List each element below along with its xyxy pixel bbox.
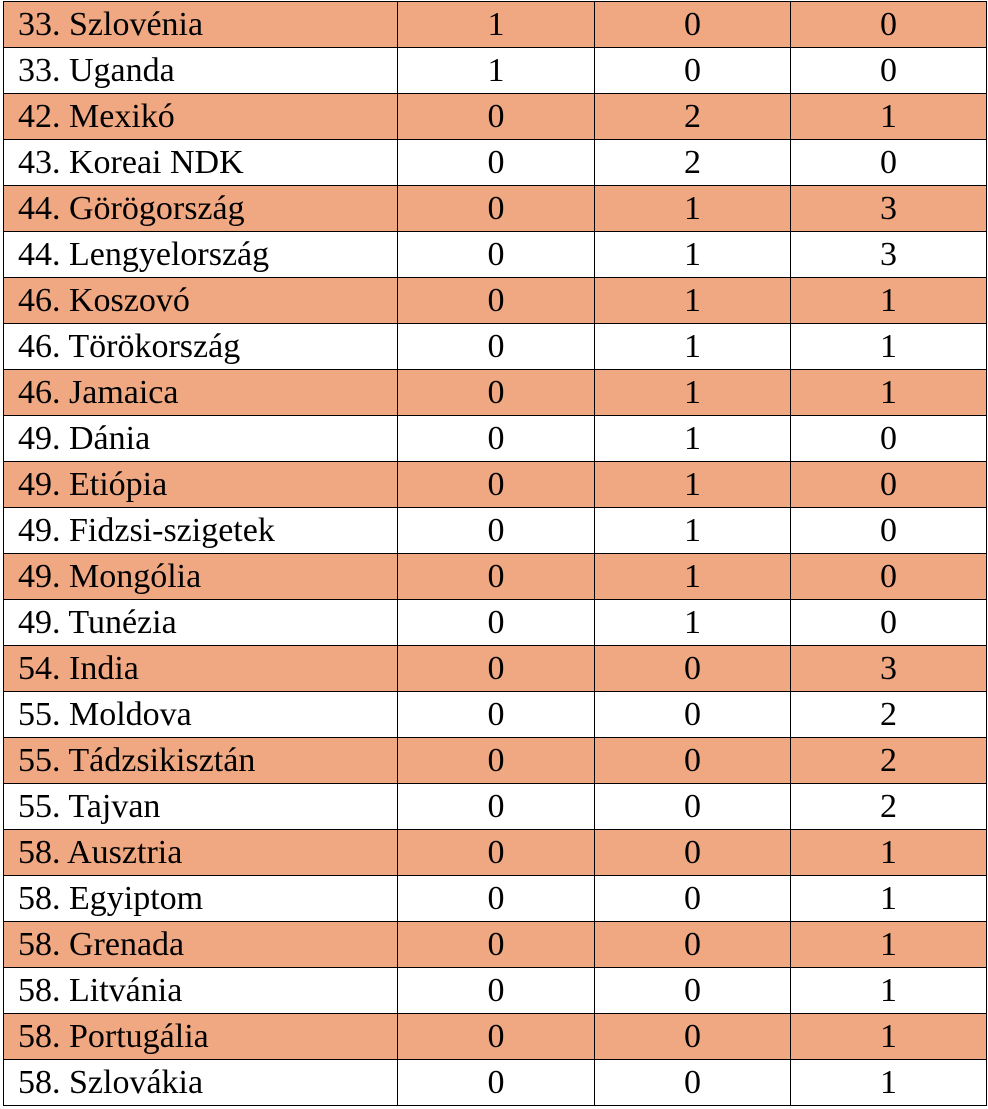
table-row [4,416,987,462]
bronze-count-cell: 0 [791,48,987,94]
bronze-count-cell: 1 [791,1014,987,1060]
table-row [4,324,987,370]
country-cell: 33. Szlovénia [4,2,398,48]
table-row [4,738,987,784]
country-cell: 33. Uganda [4,48,398,94]
silver-count-cell: 0 [595,48,791,94]
bronze-count-cell: 0 [791,140,987,186]
gold-count-cell: 0 [398,232,595,278]
country-cell: 46. Koszovó [4,278,398,324]
bronze-count-cell: 1 [791,968,987,1014]
silver-count-cell: 1 [595,416,791,462]
gold-count-cell: 0 [398,324,595,370]
table-row [4,922,987,968]
table-row [4,462,987,508]
gold-count-cell: 0 [398,1014,595,1060]
gold-count-cell: 0 [398,462,595,508]
medal-table [3,1,987,1106]
country-cell: 55. Tajvan [4,784,398,830]
silver-count-cell: 0 [595,1014,791,1060]
bronze-count-cell: 2 [791,692,987,738]
bronze-count-cell: 1 [791,370,987,416]
country-cell: 58. Ausztria [4,830,398,876]
table-row [4,1014,987,1060]
gold-count-cell: 0 [398,416,595,462]
gold-count-cell: 0 [398,186,595,232]
silver-count-cell: 0 [595,922,791,968]
country-cell: 54. India [4,646,398,692]
table-row [4,692,987,738]
table-row [4,278,987,324]
gold-count-cell: 0 [398,554,595,600]
bronze-count-cell: 1 [791,324,987,370]
silver-count-cell: 0 [595,830,791,876]
gold-count-cell: 0 [398,1060,595,1106]
silver-count-cell: 0 [595,738,791,784]
silver-count-cell: 1 [595,462,791,508]
bronze-count-cell: 3 [791,646,987,692]
bronze-count-cell: 1 [791,278,987,324]
silver-count-cell: 0 [595,968,791,1014]
table-row [4,508,987,554]
country-cell: 58. Grenada [4,922,398,968]
silver-count-cell: 0 [595,692,791,738]
bronze-count-cell: 0 [791,462,987,508]
country-cell: 49. Mongólia [4,554,398,600]
gold-count-cell: 0 [398,278,595,324]
silver-count-cell: 1 [595,186,791,232]
table-row [4,600,987,646]
bronze-count-cell: 1 [791,94,987,140]
table-row [4,186,987,232]
silver-count-cell: 0 [595,646,791,692]
table-row [4,876,987,922]
table-row [4,140,987,186]
country-cell: 55. Moldova [4,692,398,738]
silver-count-cell: 2 [595,94,791,140]
silver-count-cell: 1 [595,508,791,554]
gold-count-cell: 0 [398,784,595,830]
bronze-count-cell: 0 [791,600,987,646]
table-row [4,968,987,1014]
country-cell: 43. Koreai NDK [4,140,398,186]
bronze-count-cell: 1 [791,830,987,876]
bronze-count-cell: 1 [791,876,987,922]
table-row [4,784,987,830]
table-row [4,554,987,600]
table-row [4,232,987,278]
country-cell: 42. Mexikó [4,94,398,140]
silver-count-cell: 1 [595,554,791,600]
table-row [4,94,987,140]
silver-count-cell: 0 [595,1060,791,1106]
bronze-count-cell: 2 [791,784,987,830]
silver-count-cell: 0 [595,876,791,922]
bronze-count-cell: 0 [791,554,987,600]
country-cell: 44. Görögország [4,186,398,232]
gold-count-cell: 0 [398,140,595,186]
country-cell: 44. Lengyelország [4,232,398,278]
country-cell: 58. Portugália [4,1014,398,1060]
country-cell: 49. Tunézia [4,600,398,646]
silver-count-cell: 2 [595,140,791,186]
silver-count-cell: 1 [595,370,791,416]
gold-count-cell: 1 [398,2,595,48]
silver-count-cell: 1 [595,324,791,370]
country-cell: 49. Etiópia [4,462,398,508]
country-cell: 58. Egyiptom [4,876,398,922]
gold-count-cell: 0 [398,692,595,738]
table-row [4,646,987,692]
bronze-count-cell: 0 [791,508,987,554]
gold-count-cell: 0 [398,370,595,416]
country-cell: 55. Tádzsikisztán [4,738,398,784]
bronze-count-cell: 3 [791,232,987,278]
bronze-count-cell: 1 [791,1060,987,1106]
gold-count-cell: 0 [398,646,595,692]
gold-count-cell: 1 [398,48,595,94]
gold-count-cell: 0 [398,922,595,968]
country-cell: 49. Fidzsi-szigetek [4,508,398,554]
gold-count-cell: 0 [398,600,595,646]
table-row [4,830,987,876]
silver-count-cell: 0 [595,784,791,830]
table-row [4,48,987,94]
silver-count-cell: 0 [595,2,791,48]
country-cell: 46. Törökország [4,324,398,370]
gold-count-cell: 0 [398,876,595,922]
medal-table-body [4,2,987,1106]
country-cell: 49. Dánia [4,416,398,462]
bronze-count-cell: 2 [791,738,987,784]
table-row [4,1060,987,1106]
bronze-count-cell: 0 [791,416,987,462]
bronze-count-cell: 3 [791,186,987,232]
gold-count-cell: 0 [398,738,595,784]
gold-count-cell: 0 [398,94,595,140]
country-cell: 58. Litvánia [4,968,398,1014]
gold-count-cell: 0 [398,968,595,1014]
country-cell: 46. Jamaica [4,370,398,416]
table-row [4,370,987,416]
table-row [4,2,987,48]
silver-count-cell: 1 [595,232,791,278]
bronze-count-cell: 1 [791,922,987,968]
country-cell: 58. Szlovákia [4,1060,398,1106]
bronze-count-cell: 0 [791,2,987,48]
gold-count-cell: 0 [398,508,595,554]
silver-count-cell: 1 [595,600,791,646]
silver-count-cell: 1 [595,278,791,324]
gold-count-cell: 0 [398,830,595,876]
